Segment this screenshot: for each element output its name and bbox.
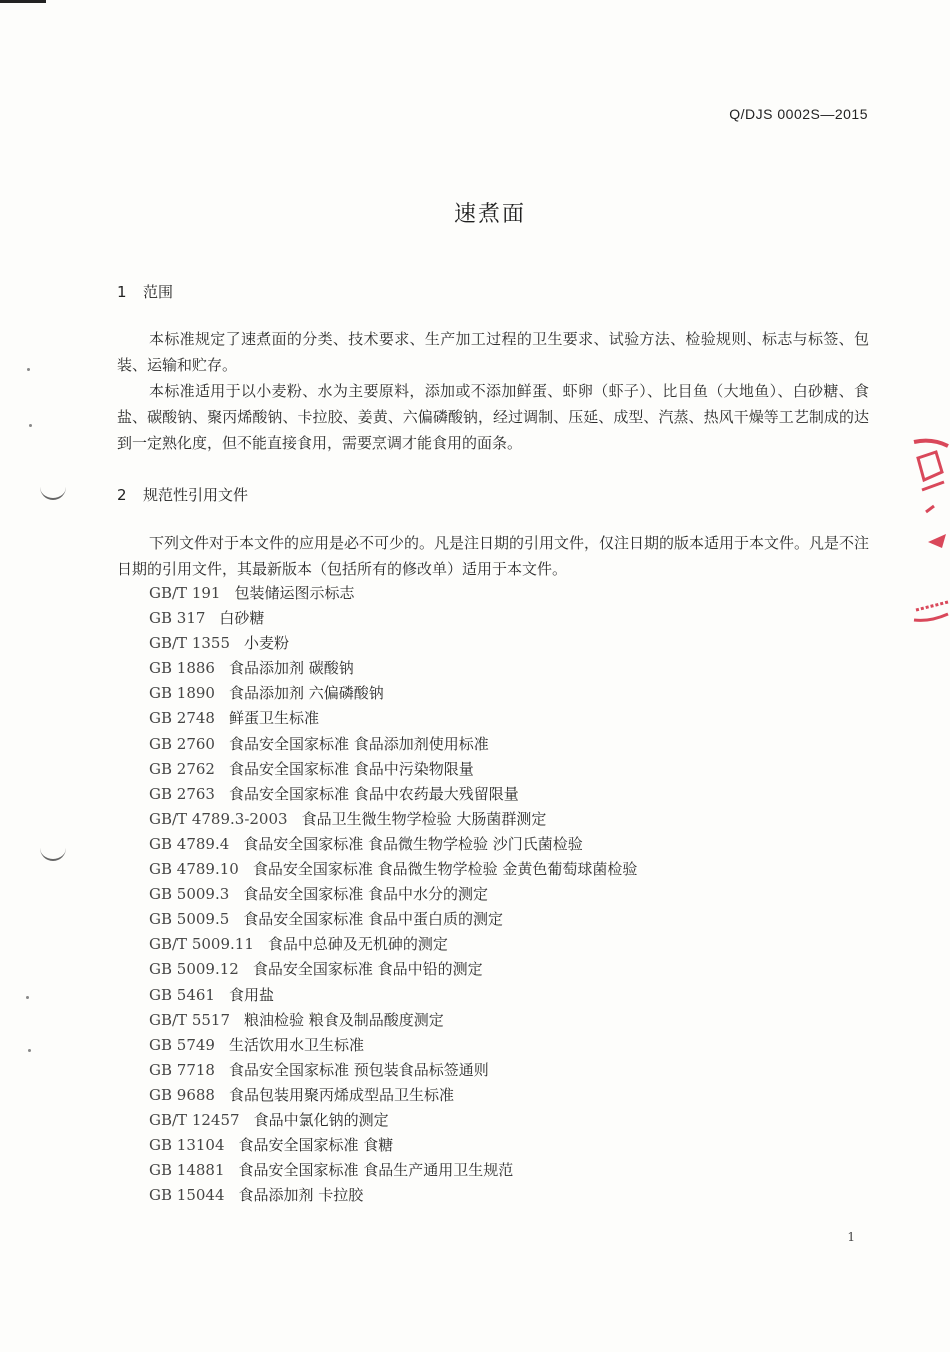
reference-item: [149, 1033, 637, 1058]
reference-title: 鲜蛋卫生标准: [228, 709, 319, 728]
reference-code: GB 1890: [149, 684, 215, 703]
reference-item: [149, 1183, 637, 1208]
reference-item: [149, 907, 637, 932]
reference-title: 生活饮用水卫生标准: [228, 1035, 364, 1054]
reference-title: 食品安全国家标准 食品添加剂使用标准: [228, 734, 489, 753]
reference-title: 食品添加剂 卡拉胶: [238, 1186, 364, 1205]
reference-title: 食品安全国家标准 食糖: [238, 1136, 394, 1155]
reference-code: GB 2760: [149, 734, 215, 753]
reference-title: 食品安全国家标准 食品微生物学检验 沙门氏菌检验: [243, 834, 583, 853]
reference-item: [149, 832, 637, 857]
reference-title: 食品安全国家标准 食品中蛋白质的测定: [243, 910, 504, 929]
reference-item: [149, 581, 637, 606]
reference-code: GB/T 191: [149, 584, 221, 602]
reference-code: GB/T 1355: [149, 634, 231, 653]
section-1-number: 1: [117, 283, 127, 301]
reference-title: 食品安全国家标准 食品生产通用卫生规范: [238, 1161, 514, 1180]
seal-stroke: [922, 482, 944, 490]
section-1-paragraph-1: 本标准规定了速煮面的分类、技术要求、生产加工过程的卫生要求、试验方法、检验规则、标志与标签、包装、运输和贮存。: [117, 330, 869, 374]
reference-item: [149, 932, 637, 957]
section-2-title: 规范性引用文件: [143, 486, 249, 504]
reference-item: [149, 606, 637, 631]
reference-code: GB 4789.10: [149, 860, 239, 879]
page-number: 1: [847, 1230, 855, 1244]
reference-item: [149, 983, 637, 1008]
reference-code: GB 9688: [149, 1085, 215, 1104]
reference-title: 小麦粉: [244, 634, 290, 653]
scan-speck: [26, 996, 29, 999]
section-1-paragraph-2: 本标准适用于以小麦粉、水为主要原料，添加或不添加鲜蛋、虾卵（虾子）、比目鱼（大地鱼）、白砂糖、食盐、碳酸钠、聚丙烯酸钠、卡拉胶、姜黄、六偏磷酸钠，经过调制、压延、成型、汽蒸、热风干燥等工艺制成的达到一定熟化度，但不能直接食用，需要烹调才能食用的面条。: [117, 382, 869, 452]
reference-code: GB 4789.4: [149, 834, 230, 853]
reference-code: GB/T 12457: [149, 1110, 240, 1129]
reference-item: [149, 882, 637, 907]
reference-code: GB 5009.12: [149, 960, 239, 979]
reference-code: GB/T 4789.3-2003: [149, 809, 288, 828]
reference-list: [149, 581, 637, 1208]
seal-stroke: [916, 602, 948, 610]
section-1-title: 范围: [143, 283, 174, 301]
reference-title: 食品添加剂 六偏磷酸钠: [228, 684, 384, 703]
reference-item: [149, 1058, 637, 1083]
reference-item: [149, 1158, 637, 1183]
seal-stroke: [918, 452, 942, 480]
seal-stroke: [928, 534, 946, 548]
reference-item: [149, 1083, 637, 1108]
reference-title: 食品添加剂 碳酸钠: [228, 659, 354, 678]
reference-item: [149, 631, 637, 656]
reference-title: 食用盐: [228, 985, 274, 1004]
reference-item: [149, 857, 637, 882]
reference-item: [149, 957, 637, 982]
reference-title: 食品卫生微生物学检验 大肠菌群测定: [301, 809, 547, 828]
reference-item: [149, 681, 637, 706]
reference-title: 食品安全国家标准 预包装食品标签通则: [228, 1060, 489, 1079]
reference-code: GB 14881: [149, 1161, 225, 1180]
reference-code: GB 317: [149, 609, 206, 628]
seal-stroke: [926, 506, 934, 512]
section-2-heading: [117, 484, 248, 505]
reference-item: [149, 807, 637, 832]
document-title: 速煮面: [453, 202, 526, 227]
reference-title: 食品安全国家标准 食品中铅的测定: [252, 960, 483, 979]
reference-title: 食品安全国家标准 食品中污染物限量: [228, 759, 474, 778]
reference-item: [149, 1108, 637, 1133]
section-2-paragraph-1: 下列文件对于本文件的应用是必不可少的。凡是注日期的引用文件，仅注日期的版本适用于本文件。凡是不注日期的引用文件，其最新版本（包括所有的修改单）适用于本文件。: [117, 534, 870, 578]
reference-title: 食品中氯化钠的测定: [253, 1110, 389, 1129]
reference-title: 白砂糖: [219, 609, 265, 628]
reference-code: GB 7718: [149, 1060, 215, 1079]
scan-speck: [29, 424, 32, 427]
reference-item: [149, 757, 637, 782]
reference-code: GB 5009.3: [149, 885, 230, 904]
reference-title: 食品中总砷及无机砷的测定: [267, 935, 448, 954]
reference-code: GB 5009.5: [149, 910, 230, 929]
reference-code: GB 1886: [149, 659, 215, 678]
reference-code: GB 2748: [149, 709, 215, 728]
reference-item: [149, 1008, 637, 1033]
scan-corner-mark: [0, 0, 46, 3]
punch-hole-mark: [40, 845, 66, 861]
reference-title: 食品安全国家标准 食品中水分的测定: [243, 885, 489, 904]
reference-code: GB 2762: [149, 759, 215, 778]
section-1-heading: [117, 281, 173, 302]
reference-code: GB/T 5517: [149, 1010, 231, 1029]
reference-item: [149, 732, 637, 757]
seal-stroke: [914, 441, 948, 446]
reference-code: GB 5461: [149, 985, 215, 1004]
reference-item: [149, 706, 637, 731]
reference-title: 包装储运图示标志: [234, 584, 355, 602]
reference-title: 食品安全国家标准 食品微生物学检验 金黄色葡萄球菌检验: [252, 860, 638, 879]
reference-code: GB 5749: [149, 1035, 215, 1054]
reference-title: 食品安全国家标准 食品中农药最大残留限量: [228, 784, 519, 803]
reference-item: [149, 1133, 637, 1158]
standard-number: Q/DJS 0002S—2015: [729, 106, 868, 122]
reference-code: GB 2763: [149, 784, 215, 803]
reference-title: 粮油检验 粮食及制品酸度测定: [244, 1010, 444, 1029]
punch-hole-mark: [40, 484, 66, 500]
scan-speck: [28, 1049, 31, 1052]
reference-title: 食品包装用聚丙烯成型品卫生标准: [228, 1085, 454, 1104]
red-seal-stamp-partial: [908, 438, 950, 628]
reference-item: [149, 656, 637, 681]
reference-item: [149, 782, 637, 807]
reference-code: GB/T 5009.11: [149, 935, 254, 954]
reference-code: GB 13104: [149, 1136, 225, 1155]
scan-speck: [27, 368, 30, 371]
section-2-number: 2: [117, 486, 127, 504]
seal-stroke: [914, 614, 948, 620]
reference-code: GB 15044: [149, 1186, 225, 1205]
